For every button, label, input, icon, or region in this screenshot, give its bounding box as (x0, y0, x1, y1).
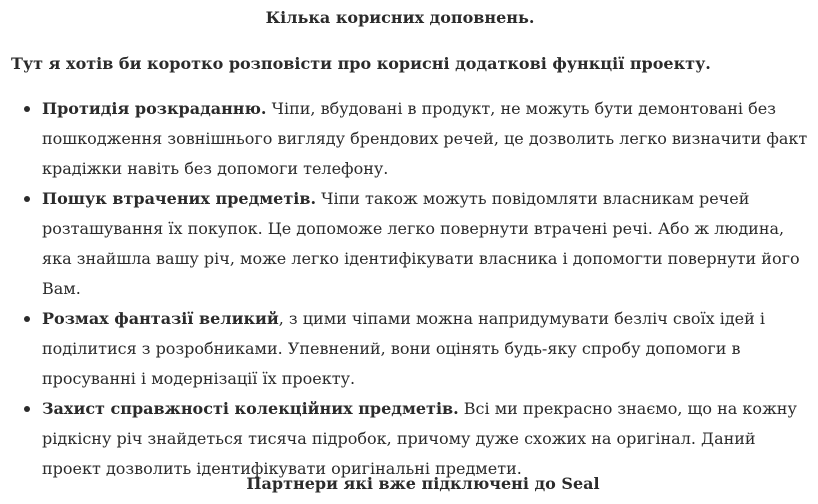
list-item (0, 394, 812, 484)
list-item (0, 94, 812, 184)
list-item (0, 304, 812, 394)
feature-text: Всі ми прекрасно знаємо, що на кожну рідкісну річ знайдеться тисяча підробок, причому дуже схожих на оригінал. Даний проект дозволить ідентифікувати оригінальні предмети. (42, 399, 797, 478)
feature-text: Чіпи, вбудовані в продукт, не можуть бути демонтовані без пошкодження зовнішнього вигляду брендових речей, це дозволить легко визначити факт крадіжки навіть без допомоги телефону. (42, 99, 808, 178)
intro-paragraph: Тут я хотів би коротко розповісти про корисні додаткові функції проекту. (11, 54, 711, 73)
feature-text: , з цими чіпами можна напридумувати безліч своїх ідей і поділитися з розробниками. Упевнений, вони оцінять будь-яку спробу допомоги в просуванні і модернізації їх проекту. (42, 309, 766, 388)
feature-term: Пошук втрачених предметів. (42, 189, 317, 208)
feature-list (0, 94, 812, 484)
feature-term: Захист справжності колекційних предметів. (42, 399, 459, 418)
section-title: Кілька корисних доповнень. (265, 8, 535, 27)
feature-term: Розмах фантазії великий (42, 309, 279, 328)
feature-term: Протидія розкраданню. (42, 99, 267, 118)
partners-title: Партнери які вже підключені до Seal (246, 474, 600, 493)
feature-text: Чіпи також можуть повідомляти власникам речей розташування їх покупок. Це допоможе легко повернути втрачені речі. Або ж людина, яка знайшла вашу річ, може легко ідентифікувати власника і допомогти повернути його Вам. (42, 189, 800, 298)
list-item (0, 184, 812, 304)
